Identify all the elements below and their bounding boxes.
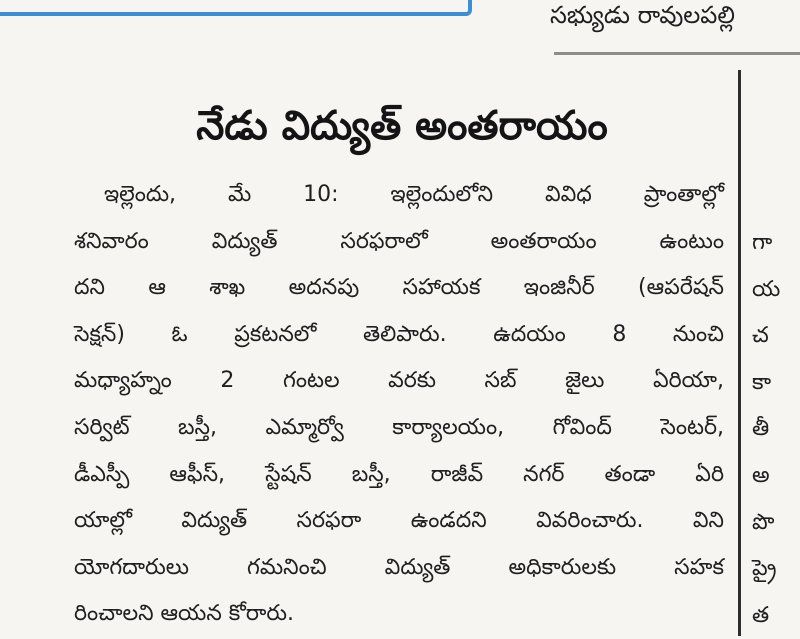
article-headline: నేడు విద్యుత్ అంతరాయం: [196, 103, 608, 149]
fragment-text: ప్రై: [752, 556, 777, 582]
column-divider: [738, 70, 741, 636]
body-line: రించాలని ఆయన కోరారు.: [74, 601, 295, 627]
article-body: [74, 172, 724, 638]
adjacent-column-fragments: [752, 220, 780, 639]
body-line: యాల్లో విద్యుత్ సరఫరా ఉండదని వివరించారు. విని: [74, 508, 724, 534]
section-rule: [554, 52, 800, 55]
body-line: సర్విట్ బస్తీ, ఎమ్మార్వో కార్యాలయం, గోవింద్ సెంటర్,: [74, 414, 724, 440]
body-line: యోగదారులు గమనించి విద్యుత్ అధికారులకు సహక: [74, 554, 724, 580]
fragment-text: తీ: [752, 416, 770, 442]
adjacent-article-text: సభ్యుడు రావులపల్లి: [550, 1, 735, 29]
fragment-text: య: [752, 276, 781, 302]
boxed-article-border: [0, 0, 472, 16]
body-line: ఇల్లెందు, మే 10: ఇల్లెందులోని వివిధ ప్రాంతాల్లో: [104, 182, 724, 207]
fragment-text: త: [752, 602, 770, 628]
body-line: సెక్షన్) ఓ ప్రకటనలో తెలిపారు. ఉదయం 8 నుంచి: [74, 321, 724, 347]
body-line: డీఎస్పీ ఆఫీస్, స్టేషన్ బస్తీ, రాజీవ్ నగర్ తండా ఏరి: [74, 461, 724, 487]
fragment-text: కా: [752, 369, 772, 395]
fragment-text: చ: [752, 323, 769, 349]
fragment-text: గా: [752, 230, 773, 255]
body-line: దని ఆ శాఖ అదనపు సహాయక ఇంజినీర్ (ఆపరేషన్: [74, 275, 724, 301]
body-line: శనివారం విద్యుత్ సరఫరాలో అంతరాయం ఉంటుం: [74, 228, 724, 254]
body-line: మధ్యాహ్నం 2 గంటల వరకు సబ్ జైలు ఏరియా,: [74, 368, 724, 394]
fragment-text: పొ: [752, 509, 775, 535]
fragment-text: అ: [752, 462, 770, 488]
